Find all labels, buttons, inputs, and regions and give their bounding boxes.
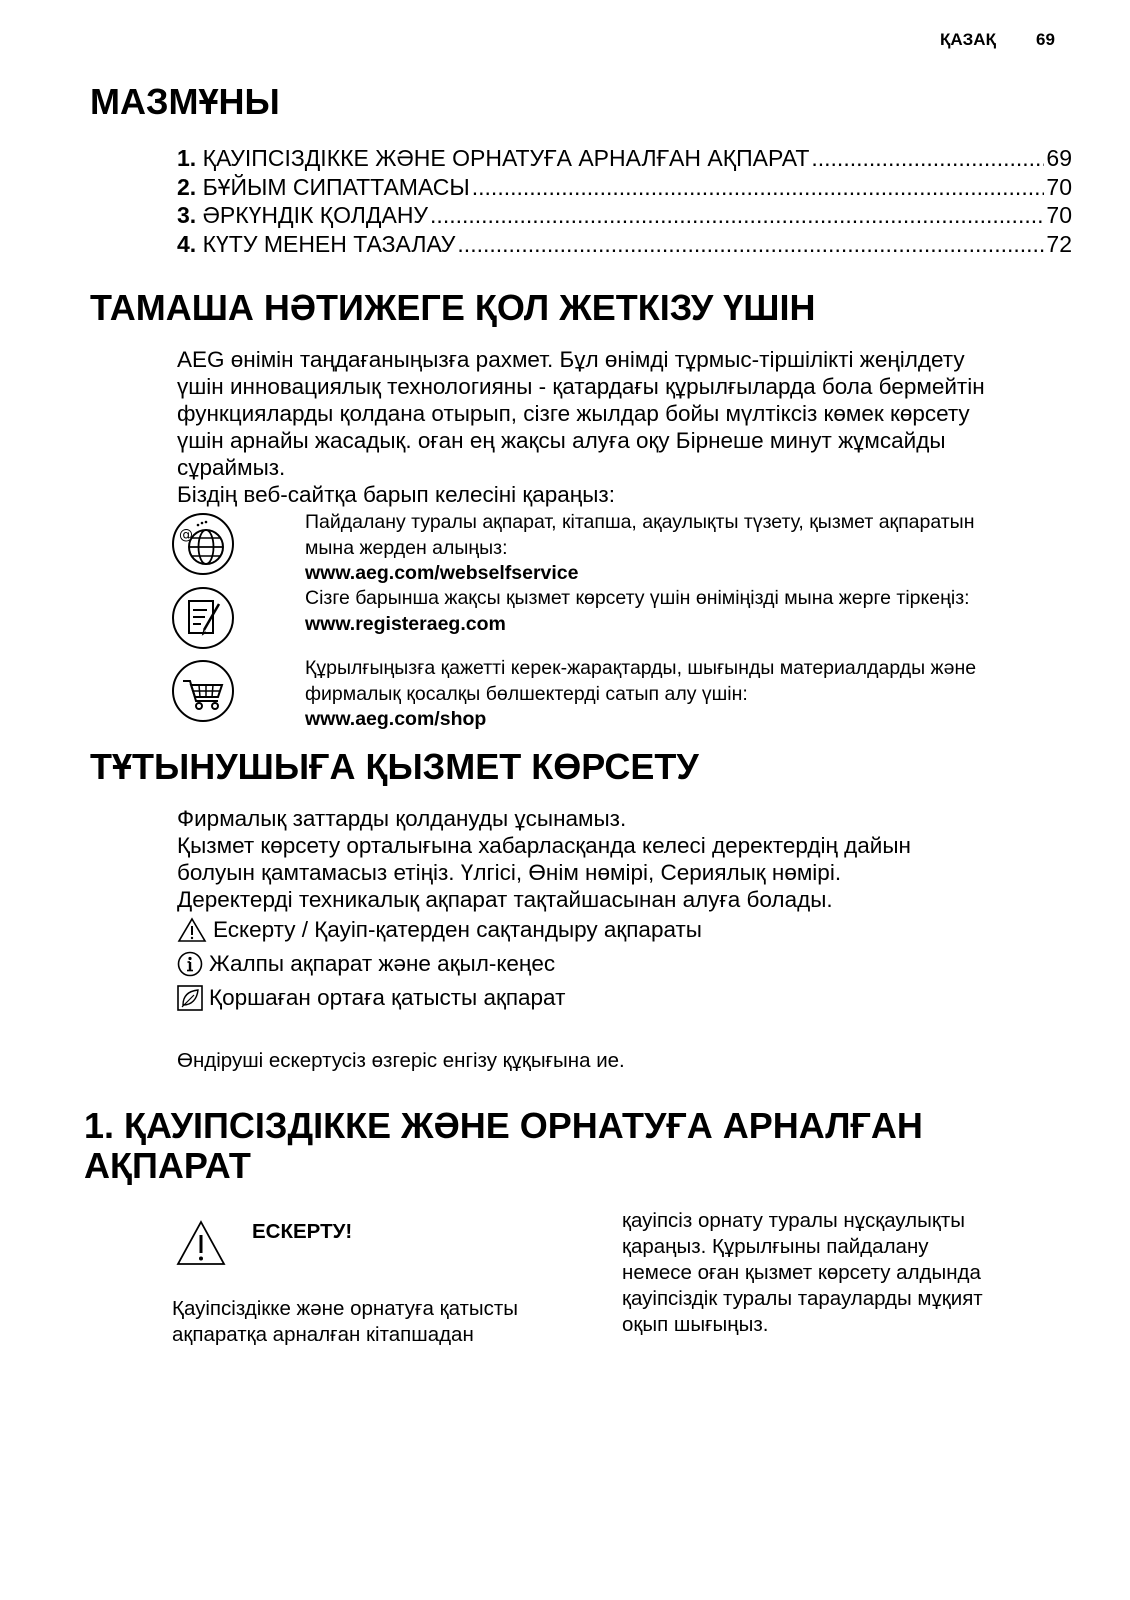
svg-text:@: @ <box>179 527 193 543</box>
service-text-line: мына жерден алыңыз: <box>305 536 508 559</box>
legend-info-text: Жалпы ақпарат және ақыл-кеңес <box>209 951 556 976</box>
warning-triangle-icon <box>176 1220 226 1266</box>
register-link[interactable]: www.registeraeg.com <box>305 612 506 635</box>
intro-line: сұраймыз. <box>177 455 286 480</box>
webselfservice-link[interactable]: www.aeg.com/webselfservice <box>305 562 579 584</box>
customer-care-line: Фирмалық заттарды қолдануды ұсынамыз. <box>177 806 627 831</box>
service-text-line: фирмалық қосалқы бөлшектерді сатып алу үшін: <box>305 682 748 705</box>
safety-right-column <box>622 1208 1062 1338</box>
service-text-line: Сізге барынша жақсы қызмет көрсету үшін өніміңізді мына жерге тіркеңіз: <box>305 587 970 609</box>
service-text-line: Пайдалану туралы ақпарат, кітапша, ақаулықты түзету, қызмет ақпаратын <box>305 511 975 533</box>
legend-warning-text: Ескерту / Қауіп-қатерден сақтандыру ақпараты <box>213 917 702 942</box>
toc-entry-number: 4. <box>177 230 197 257</box>
intro-paragraph <box>177 346 1077 508</box>
legend-environment-text: Қоршаған ортаға қатысты ақпарат <box>209 985 566 1010</box>
safety-title-line: АҚПАРАТ <box>84 1145 251 1186</box>
warning-triangle-icon <box>177 917 207 943</box>
legend-info <box>177 950 555 978</box>
service-webselfservice <box>305 510 1085 587</box>
service-text-line: Құрылғыңызға қажетті керек-жарақтарды, шығынды материалдарды және <box>305 657 977 679</box>
toc-entry-title: БҰЙЫМ СИПАТТАМАСЫ <box>202 173 470 200</box>
shop-link[interactable]: www.aeg.com/shop <box>305 708 487 730</box>
safety-title-line: 1. ҚАУІПСІЗДІККЕ ЖӘНЕ ОРНАТУҒА АРНАЛҒАН <box>84 1105 923 1146</box>
customer-care-title: ТҰТЫНУШЫҒА ҚЫЗМЕТ КӨРСЕТУ <box>90 746 699 787</box>
toc-leader-dots <box>457 230 1044 259</box>
toc-entry-page: 70 <box>1046 173 1072 200</box>
web-globe-icon <box>171 512 235 576</box>
table-of-contents <box>177 144 1072 258</box>
environment-leaf-icon <box>177 985 203 1011</box>
safety-text-line: қауіпсіздік туралы тарауларды мұқият <box>622 1287 983 1310</box>
customer-care-line: Деректерді техникалық ақпарат тақтайшасынан алуға болады. <box>177 887 833 912</box>
customer-care-line: Қызмет көрсету орталығына хабарласқанда келесі деректердің дайын <box>177 833 911 858</box>
safety-left-column <box>172 1296 592 1348</box>
manufacturer-disclaimer: Өндіруші ескертусіз өзгеріс енгізу құқығына ие. <box>177 1049 625 1072</box>
toc-leader-dots <box>811 144 1044 173</box>
customer-care-paragraph <box>177 805 1077 913</box>
safety-text-line: ақпаратқа арналған кітапшадан <box>172 1323 474 1346</box>
toc-entry-number: 2. <box>177 173 197 200</box>
toc-entry-2[interactable] <box>177 173 1072 202</box>
toc-entry-title: ҚАУІПСІЗДІККЕ ЖӘНЕ ОРНАТУҒА АРНАЛҒАН АҚПАРАТ <box>202 145 810 171</box>
safety-text-line: Қауіпсіздікке және орнатуға қатысты <box>172 1297 519 1320</box>
safety-text-line: оқып шығыңыз. <box>622 1313 769 1336</box>
toc-entry-number: 1. <box>177 145 197 171</box>
intro-line: функцияларды қолдана отырып, сізге жылдар бойы мүлтіксіз көмек көрсету <box>177 401 970 426</box>
perfect-results-title: ТАМАША НӘТИЖЕГЕ ҚОЛ ЖЕТКІЗУ ҮШІН <box>90 287 816 328</box>
website-prompt: Біздің веб-сайтқа барып келесіні қараңыз: <box>177 482 615 507</box>
safety-text-line: немесе оған қызмет көрсету алдында <box>622 1261 981 1284</box>
info-icon <box>177 951 203 977</box>
safety-text-line: қауіпсіз орнату туралы нұсқаулықты <box>622 1209 965 1232</box>
intro-line: үшін инновациялық технологияны - қатардағы құрылғыларда бола бермейтін <box>177 374 985 399</box>
intro-line: үшін арнайы жасадық. оған ең жақсы алуға оқу Бірнеше минут жұмсайды <box>177 428 946 453</box>
header-language: ҚАЗАҚ <box>940 30 996 49</box>
toc-entry-page: 70 <box>1046 202 1072 229</box>
toc-entry-title: ӘРКҮНДІК ҚОЛДАНУ <box>202 202 429 229</box>
toc-entry-4[interactable] <box>177 230 1072 259</box>
header-page-number: 69 <box>1036 30 1055 49</box>
intro-line: AEG өнімін таңдағаныңызға рахмет. Бұл өнімді тұрмыс-тіршілікті жеңілдету <box>177 347 965 372</box>
service-shop <box>305 656 1085 733</box>
toc-entry-number: 3. <box>177 202 197 229</box>
toc-entry-title: КҮТУ МЕНЕН ТАЗАЛАУ <box>202 230 456 257</box>
safety-section-title <box>84 1106 923 1186</box>
shopping-cart-icon <box>171 659 235 723</box>
toc-entry-1[interactable] <box>177 144 1072 173</box>
toc-entry-page: 72 <box>1046 230 1072 257</box>
toc-entry-3[interactable] <box>177 201 1072 230</box>
contents-title: МАЗМҰНЫ <box>90 81 280 122</box>
customer-care-line: болуын қамтамасыз етіңіз. Үлгісі, Өнім нөмірі, Сериялық нөмірі. <box>177 860 842 885</box>
warning-label: ЕСКЕРТУ! <box>252 1220 353 1243</box>
toc-leader-dots <box>472 173 1045 202</box>
registration-form-icon <box>171 586 235 650</box>
toc-leader-dots <box>430 201 1044 230</box>
safety-text-line: қараңыз. Құрылғыны пайдалану <box>622 1235 929 1258</box>
service-register <box>305 586 1085 637</box>
legend-warning <box>177 916 702 944</box>
toc-entry-page: 69 <box>1046 145 1072 171</box>
legend-environment <box>177 984 565 1012</box>
